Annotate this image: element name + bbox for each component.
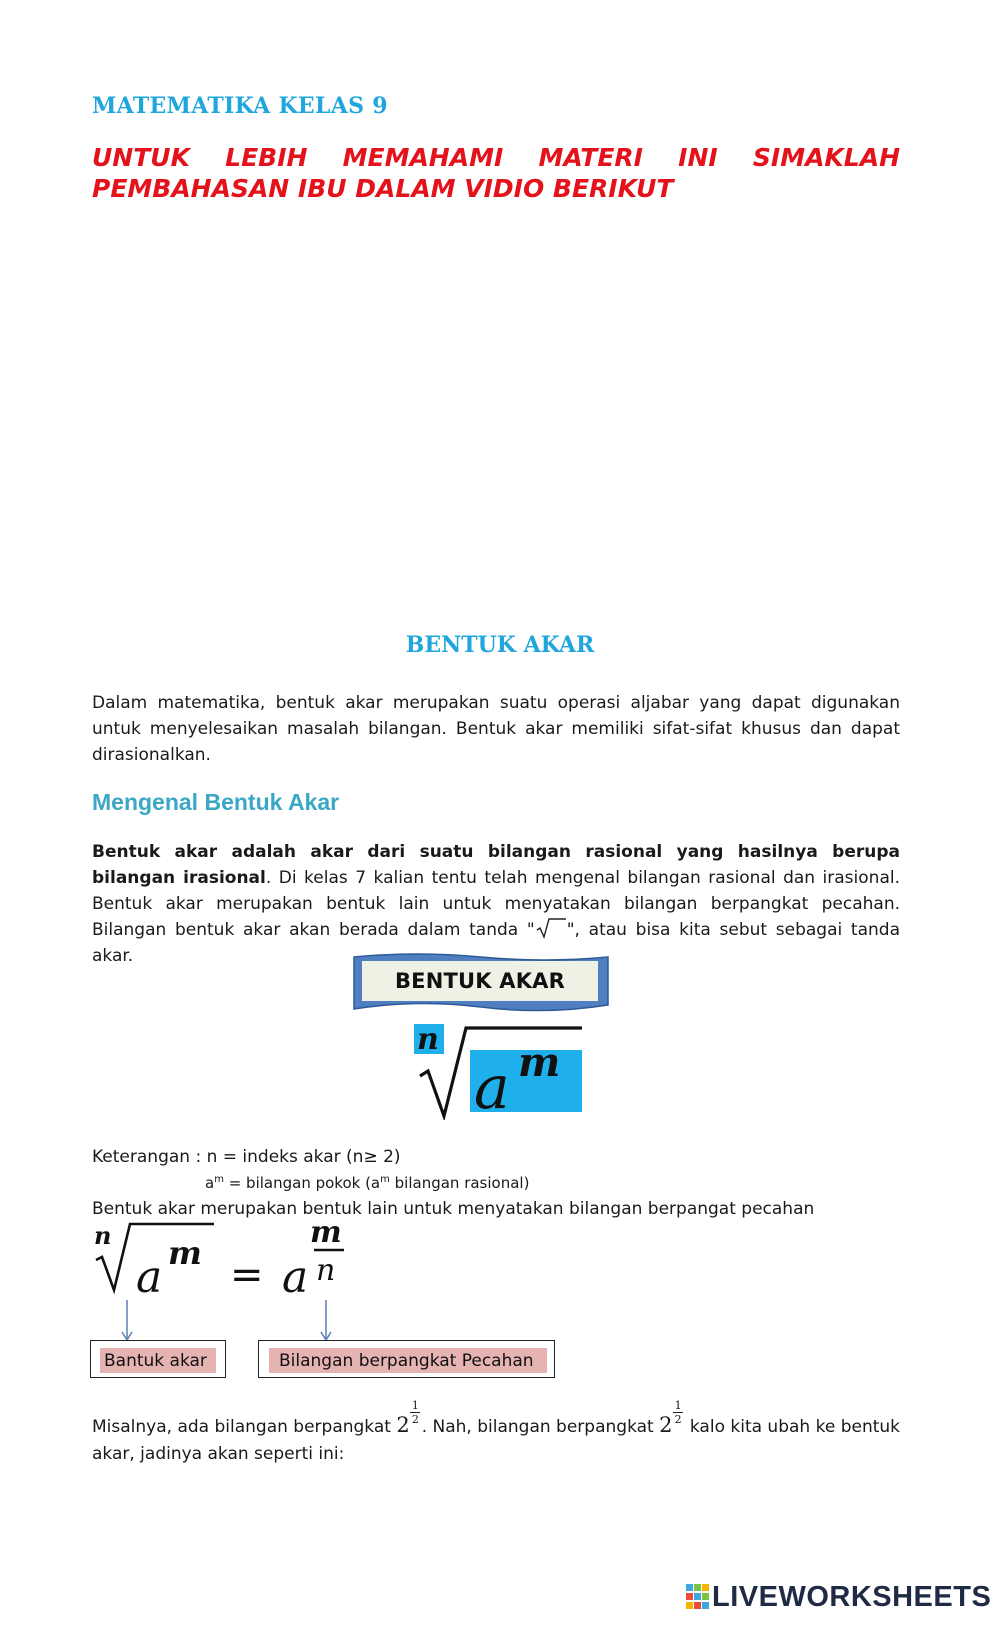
note-word: UNTUK bbox=[92, 143, 190, 172]
keterangan-line-1: Keterangan : n = indeks akar (n≥ 2) bbox=[92, 1147, 401, 1167]
video-instruction-note bbox=[92, 142, 900, 204]
root-base: a bbox=[474, 1053, 510, 1120]
power-base: 2 bbox=[659, 1413, 673, 1437]
fraction-den: 2 bbox=[674, 1413, 682, 1426]
note-word: MATERI bbox=[538, 143, 643, 172]
example-text-b: . Nah, bilangan berpangkat bbox=[421, 1417, 660, 1437]
note-word: MEMAHAMI bbox=[342, 143, 504, 172]
note-line-1 bbox=[92, 142, 900, 173]
definition-text-b: ", atau bisa kita sebut sebagai tanda akar. bbox=[92, 920, 900, 966]
label-berpangkat: Bilangan berpangkat Pecahan bbox=[269, 1348, 547, 1373]
fraction-num: 1 bbox=[411, 1399, 419, 1412]
label-bentuk-akar: Bantuk akar bbox=[100, 1348, 216, 1373]
formula-index: n bbox=[94, 1221, 112, 1250]
arrow-down-icon bbox=[120, 1300, 134, 1342]
power-expression bbox=[396, 1399, 421, 1439]
ket-sup: m bbox=[380, 1174, 390, 1185]
definition-paragraph bbox=[92, 839, 900, 969]
fraction-num: 1 bbox=[674, 1399, 682, 1412]
keterangan-line-3: Bentuk akar merupakan bentuk lain untuk menyatakan bilangan berpangat pecahan bbox=[92, 1199, 815, 1219]
label-box-berpangkat bbox=[258, 1340, 555, 1378]
formula-rhs-base: a bbox=[282, 1252, 309, 1303]
example-text-a: Misalnya, ada bilangan berpangkat bbox=[92, 1417, 397, 1437]
formula-rhs-num: m bbox=[310, 1218, 342, 1250]
root-expression-large bbox=[414, 1024, 584, 1120]
label-box-bentuk-akar bbox=[90, 1340, 226, 1378]
power-expression bbox=[659, 1399, 684, 1439]
power-fraction bbox=[673, 1400, 683, 1425]
intro-paragraph: Dalam matematika, bentuk akar merupakan suatu operasi aljabar yang dapat digunakan untuk menyelesaikan masalah bilangan. Bentuk akar memiliki sifat-sifat khusus dan dapat dirasionalkan. bbox=[92, 693, 900, 765]
note-word: INI bbox=[678, 143, 718, 172]
ket-c: bilangan rasional) bbox=[389, 1174, 530, 1192]
liveworksheets-logo[interactable] bbox=[686, 1582, 991, 1612]
definition-text-a: . Di kelas 7 kalian tentu telah mengenal bilangan rasional dan irasional. Bentuk akar merupakan bentuk lain untuk menyatakan bilangan berpangkat pecahan. Bilangan bentuk akar akan berada dalam tanda " bbox=[92, 868, 900, 940]
formula-base: a bbox=[136, 1252, 163, 1303]
note-word: LEBIH bbox=[225, 143, 308, 172]
formula-rhs-den: n bbox=[316, 1253, 336, 1288]
fraction-den: 2 bbox=[411, 1413, 419, 1426]
ket-b: = bilangan pokok (a bbox=[223, 1174, 381, 1192]
subheading: Mengenal Bentuk Akar bbox=[92, 789, 340, 815]
page-header-title: MATEMATIKA KELAS 9 bbox=[92, 93, 388, 119]
arrow-down-icon bbox=[319, 1300, 333, 1342]
root-exponent: m bbox=[518, 1039, 561, 1086]
note-word: SIMAKLAH bbox=[752, 143, 900, 172]
example-paragraph bbox=[92, 1399, 901, 1468]
power-fraction bbox=[410, 1400, 420, 1425]
definition-bold: Bentuk akar adalah akar dari suatu bilangan rasional yang hasilnya berupa bilangan irasional bbox=[92, 842, 900, 888]
formula-exponent: m bbox=[168, 1234, 202, 1272]
logo-text: LIVEWORKSHEETS bbox=[712, 1580, 992, 1613]
video-placeholder[interactable] bbox=[92, 215, 900, 605]
root-to-power-formula bbox=[92, 1218, 392, 1308]
keterangan-line-2 bbox=[205, 1174, 529, 1192]
banner-label: BENTUK AKAR bbox=[394, 969, 566, 993]
ket-a: a bbox=[205, 1174, 215, 1192]
example-text-c: kalo kita ubah ke bentuk akar, jadinya akan seperti ini: bbox=[92, 1417, 901, 1464]
note-line-2: PEMBAHASAN IBU DALAM VIDIO BERIKUT bbox=[92, 174, 674, 203]
formula-equals: = bbox=[230, 1252, 264, 1298]
section-title: BENTUK AKAR bbox=[405, 632, 595, 658]
root-index: n bbox=[417, 1024, 439, 1057]
ket-sup: m bbox=[214, 1174, 224, 1185]
power-base: 2 bbox=[396, 1413, 410, 1437]
liveworksheets-logo-icon bbox=[686, 1584, 710, 1610]
root-sign-icon bbox=[535, 917, 567, 939]
